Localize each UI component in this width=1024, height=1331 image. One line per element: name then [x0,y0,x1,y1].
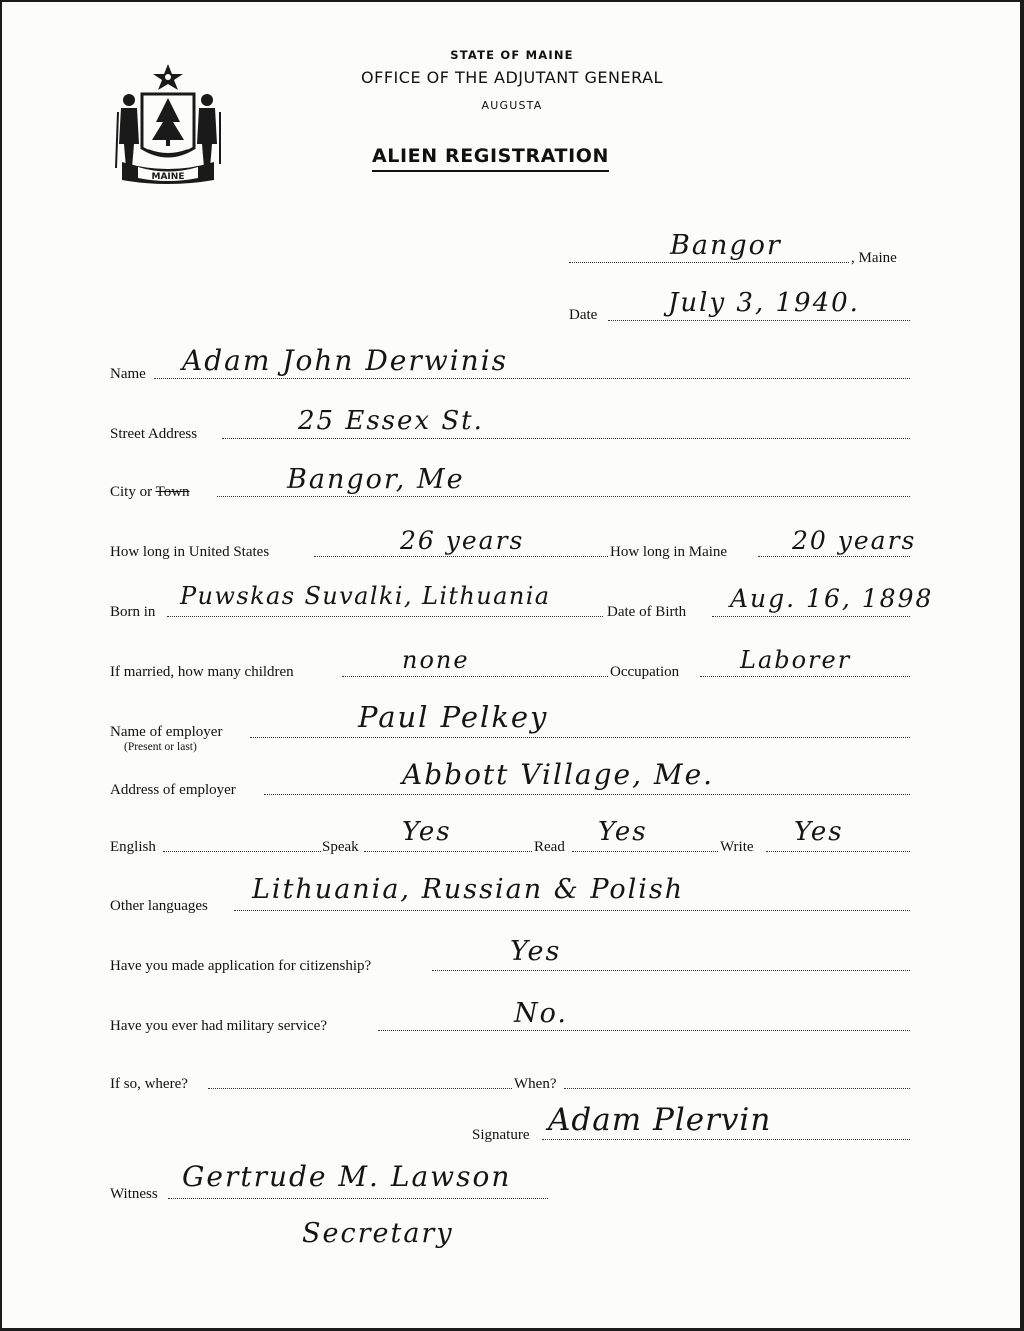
occupation-label: Occupation [610,664,680,680]
street-address-label: Street Address [110,426,198,442]
employer-entry: Paul Pelkey [358,700,549,734]
how-long-maine-entry: 20 years [792,526,917,555]
form-title: ALIEN REGISTRATION [372,145,609,172]
write-entry: Yes [794,817,844,847]
write-label: Write [720,839,754,855]
citizenship-entry: Yes [510,936,562,967]
header-office: OFFICE OF THE ADJUTANT GENERAL [361,68,663,87]
svg-text:MAINE: MAINE [151,172,185,182]
english-line [163,851,321,852]
place-entry: Bangor [670,230,782,261]
date-of-birth-label: Date of Birth [607,604,687,620]
how-long-maine-line [758,556,910,557]
how-long-us-label: How long in United States [110,544,270,560]
maine-state-seal [112,60,224,188]
employer-address-label: Address of employer [110,782,236,798]
signature-line [542,1139,910,1140]
town-struck-text: Town [155,484,190,500]
date-of-birth-entry: Aug. 16, 1898 [730,584,934,613]
date-of-birth-line [712,616,910,617]
date-label: Date [569,307,598,323]
children-line [342,676,608,677]
employer-label: Name of employer [110,724,223,740]
how-long-us-entry: 26 years [400,526,525,555]
military-line [378,1030,910,1031]
signature-entry: Adam Plervin [548,1102,772,1138]
name-line [154,378,910,379]
speak-line [364,851,532,852]
write-line [766,851,910,852]
street-address-line [222,438,910,439]
read-line [572,851,718,852]
occupation-entry: Laborer [740,646,852,674]
employer-line [250,737,910,738]
speak-label: Speak [322,839,359,855]
alien-registration-form [2,2,1020,1328]
citizenship-line [432,970,910,971]
street-address-entry: 25 Essex St. [298,406,484,436]
date-entry: July 3, 1940. [668,288,860,318]
name-label: Name [110,366,146,382]
city-label-text: City or [110,484,153,500]
where-line [208,1088,512,1089]
other-languages-label: Other languages [110,898,208,914]
where-label: If so, where? [110,1076,188,1092]
how-long-us-line [314,556,608,557]
when-label: When? [514,1076,557,1092]
witness-line [168,1198,548,1199]
military-label: Have you ever had military service? [110,1018,327,1034]
city-label [110,484,190,501]
employer-note: (Present or last) [124,741,197,753]
header-state: STATE OF MAINE [450,48,574,62]
children-entry: none [402,646,470,674]
read-label: Read [534,839,565,855]
read-entry: Yes [598,817,648,847]
children-label: If married, how many children [110,664,294,680]
other-languages-line [234,910,910,911]
signature-label: Signature [472,1127,530,1143]
employer-address-line [264,794,910,795]
when-line [564,1088,910,1089]
other-languages-entry: Lithuania, Russian & Polish [252,874,685,905]
witness-label: Witness [110,1186,158,1202]
place-line [569,262,849,263]
date-line [608,320,910,321]
english-label: English [110,839,156,855]
how-long-maine-label: How long in Maine [610,544,728,560]
military-entry: No. [514,998,568,1029]
born-in-line [167,616,603,617]
city-entry: Bangor, Me [287,464,465,495]
witness-title-entry: Secretary [302,1218,454,1249]
header-city: AUGUSTA [481,99,543,112]
witness-entry: Gertrude M. Lawson [182,1160,512,1193]
born-in-entry: Puwskas Suvalki, Lithuania [180,582,551,610]
employer-address-entry: Abbott Village, Me. [402,758,715,791]
born-in-label: Born in [110,604,156,620]
place-suffix-label: , Maine [851,250,897,266]
citizenship-label: Have you made application for citizenship? [110,958,372,974]
city-line [217,496,910,497]
name-entry: Adam John Derwinis [182,344,509,377]
occupation-line [700,676,910,677]
speak-entry: Yes [402,817,452,847]
